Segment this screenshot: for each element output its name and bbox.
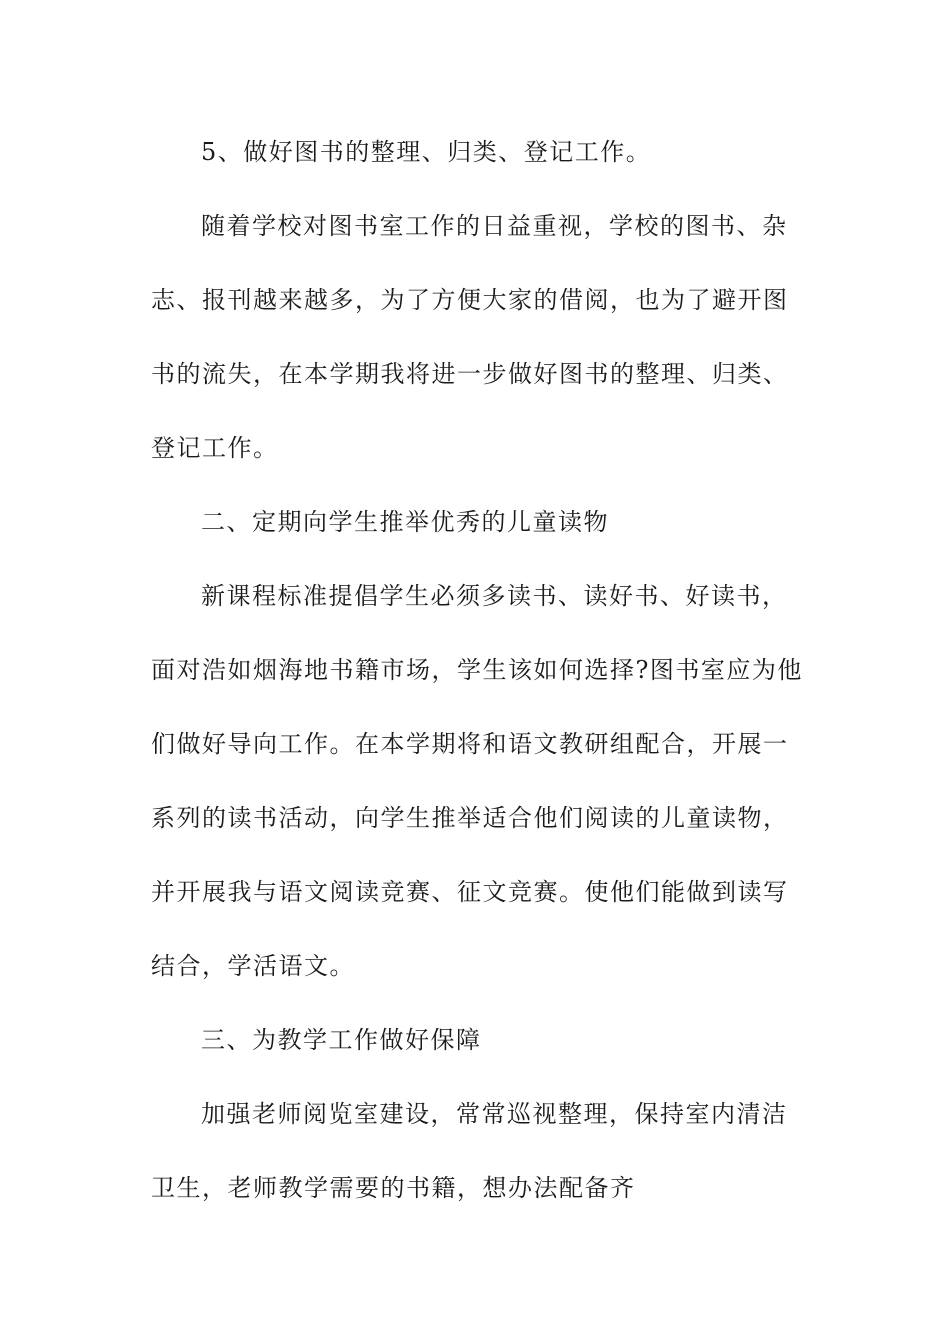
- paragraph-2-line-2: 面对浩如烟海地书籍市场，学生该如何选择?图书室应为他: [151, 656, 803, 684]
- section-2-heading: 二、定期向学生推举优秀的儿童读物: [201, 508, 609, 536]
- paragraph-2-line-5: 并开展我与语文阅读竞赛、征文竞赛。使他们能做到读写: [151, 878, 789, 906]
- paragraph-2-line-1: 新课程标准提倡学生必须多读书、读好书、好读书，: [201, 582, 788, 610]
- paragraph-item-5-heading: 5、做好图书的整理、归类、登记工作。: [201, 138, 652, 166]
- paragraph-1-line-2: 志、报刊越来越多，为了方便大家的借阅，也为了避开图: [151, 286, 789, 314]
- paragraph-1-line-4: 登记工作。: [151, 434, 279, 462]
- paragraph-3-line-2: 卫生，老师教学需要的书籍，想办法配备齐: [151, 1174, 636, 1202]
- paragraph-2-line-4: 系列的读书活动，向学生推举适合他们阅读的儿童读物，: [151, 804, 789, 832]
- paragraph-3-line-1: 加强老师阅览室建设，常常巡视整理，保持室内清洁: [201, 1100, 788, 1128]
- paragraph-1-line-3: 书的流失，在本学期我将进一步做好图书的整理、归类、: [151, 360, 789, 388]
- paragraph-2-line-6: 结合，学活语文。: [151, 952, 355, 980]
- paragraph-1-line-1: 随着学校对图书室工作的日益重视，学校的图书、杂: [201, 212, 788, 240]
- paragraph-2-line-3: 们做好导向工作。在本学期将和语文教研组配合，开展一: [151, 730, 789, 758]
- section-3-heading: 三、为教学工作做好保障: [201, 1026, 482, 1054]
